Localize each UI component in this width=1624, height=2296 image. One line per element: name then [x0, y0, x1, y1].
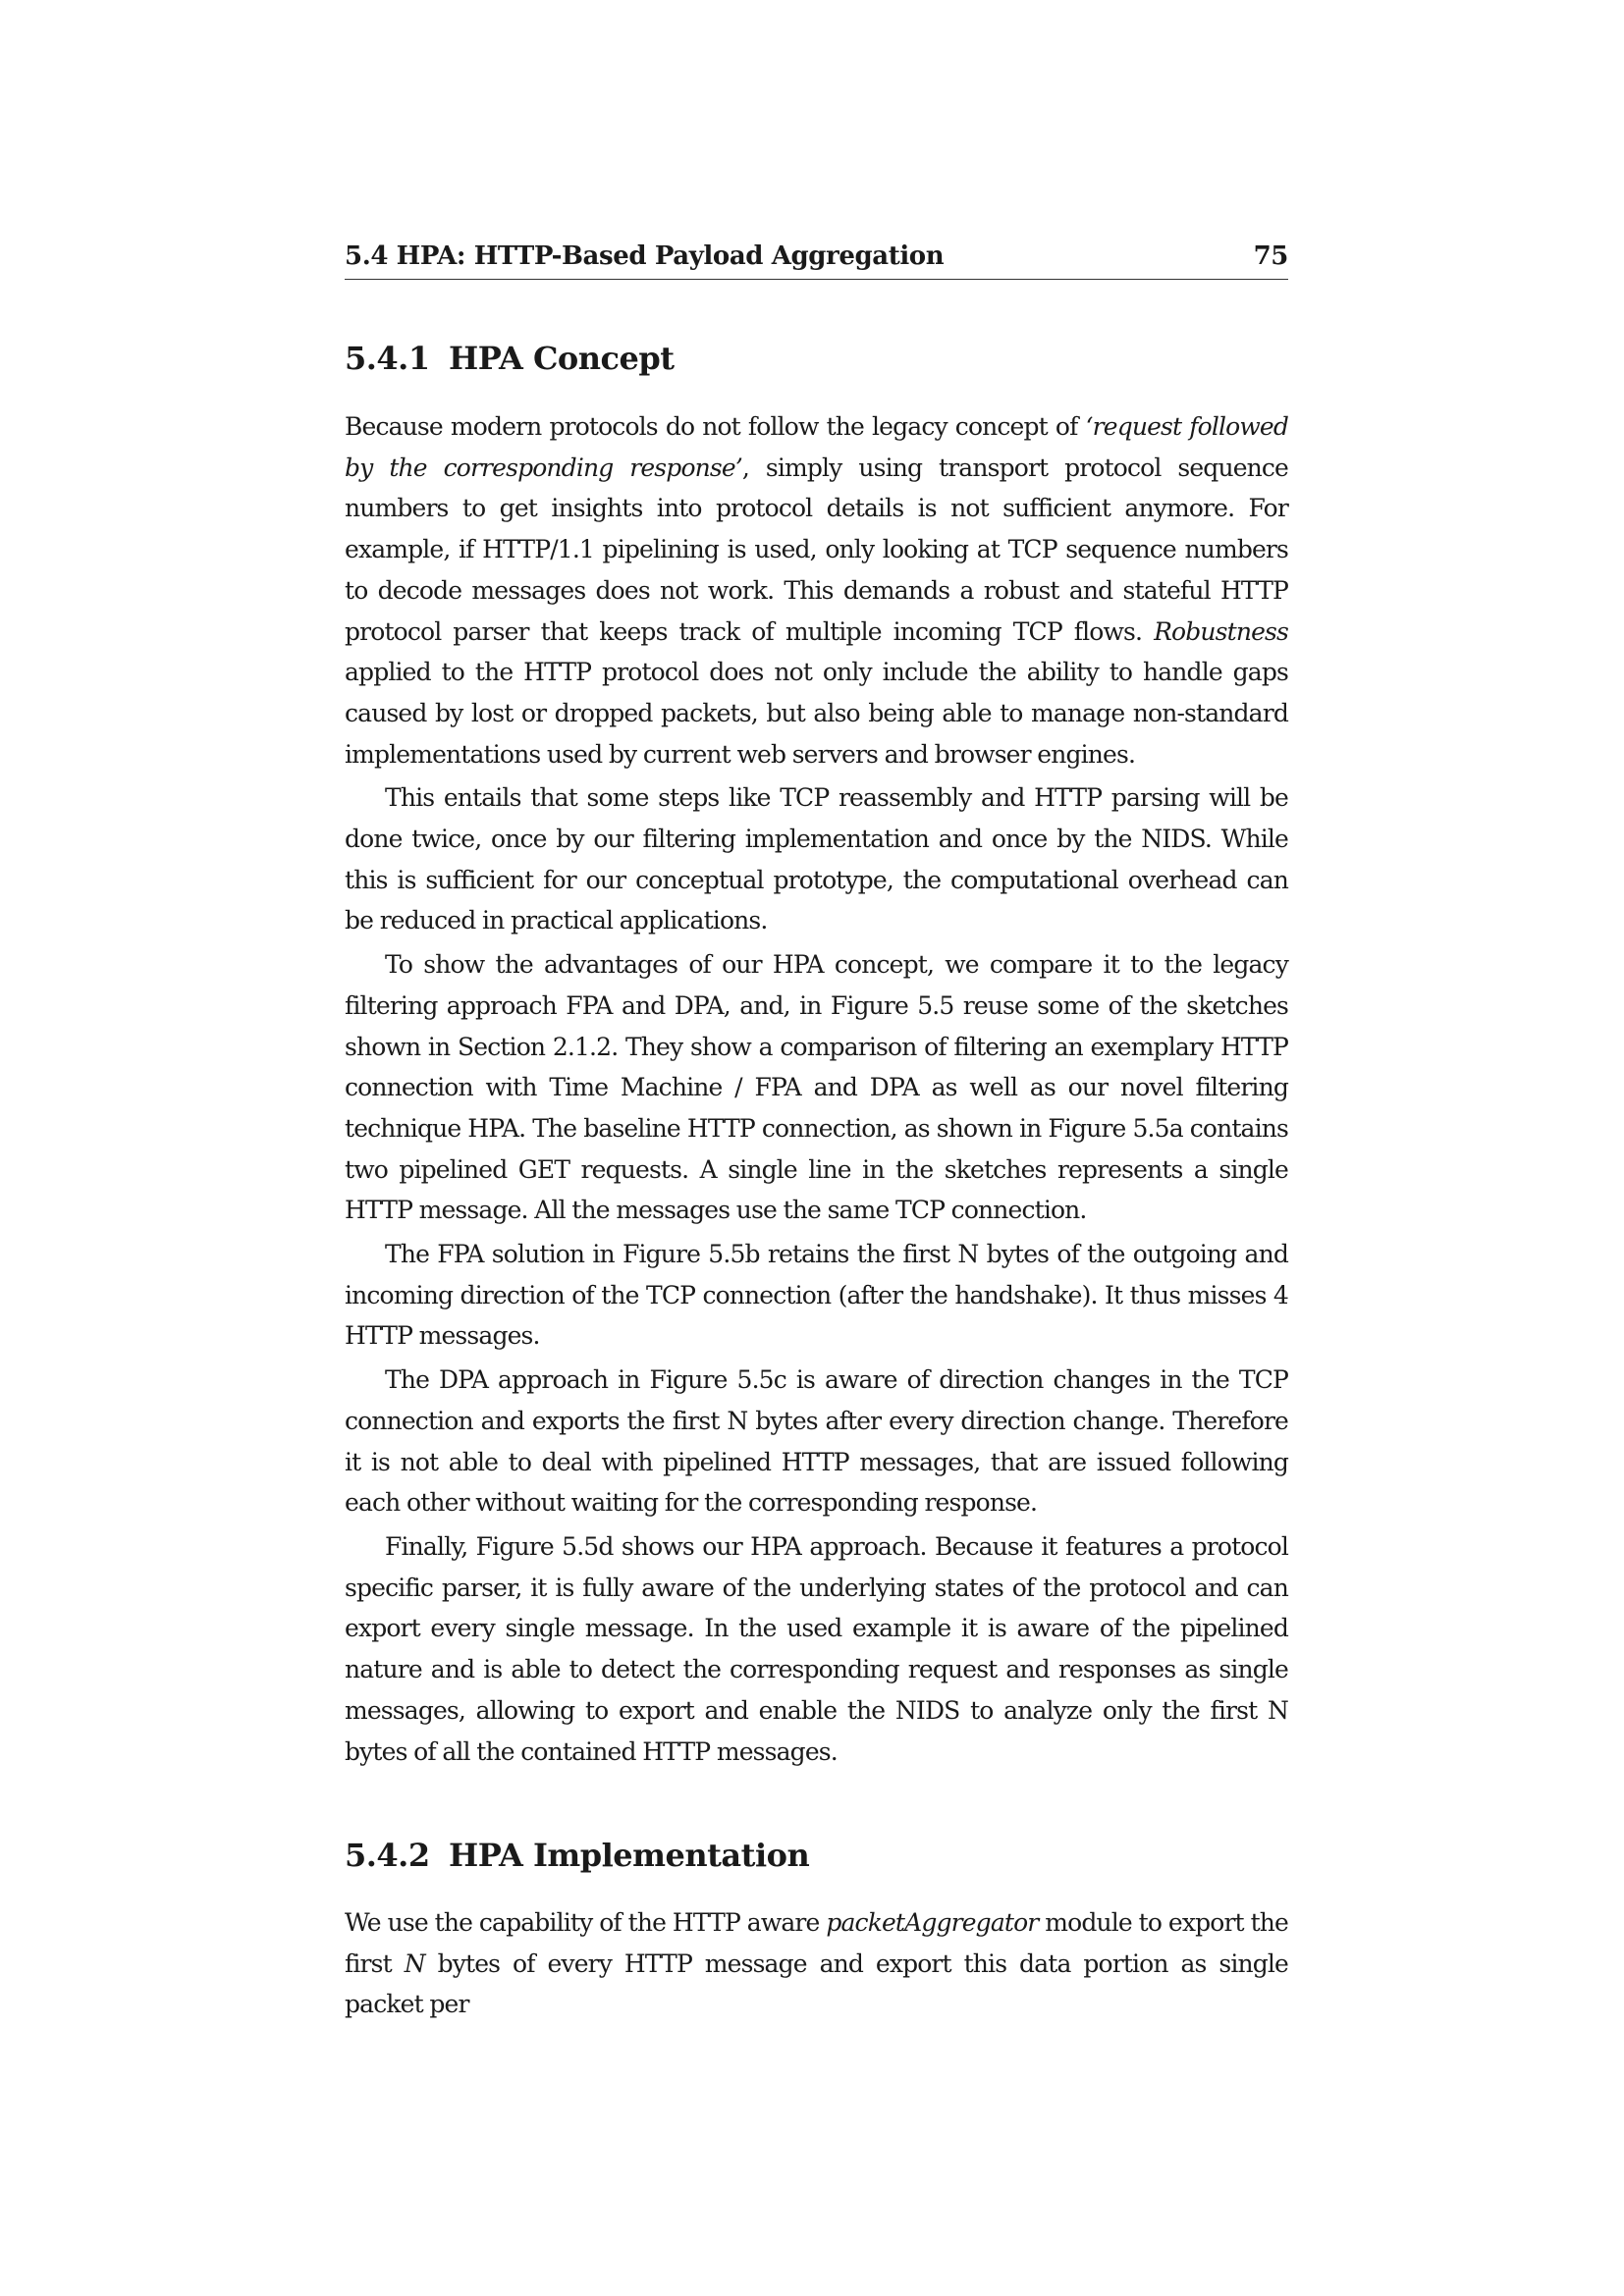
page-number: 75: [1253, 241, 1288, 271]
section-heading-hpa-concept: [345, 340, 675, 377]
running-header-title: 5.4 HPA: HTTP-Based Payload Aggregation: [345, 241, 945, 271]
paragraph-2: This entails that some steps like TCP reassembly and HTTP parsing will be done twice, once by our filtering implementation and once by the NIDS. While this is sufficient for our conceptual prototype, the computational overhead can be reduced in practical applications.: [345, 783, 1288, 935]
section-heading-hpa-implementation: [345, 1837, 809, 1874]
paragraph-5: The DPA approach in Figure 5.5c is aware of direction changes in the TCP connection and exports the first N bytes after every direction change. Therefore it is not able to deal with pipelined HTTP messages, that are issued following each other without waiting for the corresponding response.: [345, 1365, 1288, 1518]
paragraph-1: [345, 406, 1288, 774]
paragraph-text: applied to the HTTP protocol does not only include the ability to handle gaps caused by lost or dropped packets, but also being able to manage non-standard implementations used by current web servers and browser engines.: [345, 658, 1288, 769]
paragraph-3: To show the advantages of our HPA concept, we compare it to the legacy filtering approach FPA and DPA, and, in Figure 5.5 reuse some of the sketches shown in Section 2.1.2. They show a comparison of filtering an exemplary HTTP connection with Time Machine / FPA and DPA as well as our novel filtering technique HPA. The baseline HTTP connection, as shown in Figure 5.5a contains two pipelined GET requests. A single line in the sketches represents a single HTTP message. All the messages use the same TCP connection.: [345, 950, 1288, 1225]
section-title: HPA Implementation: [449, 1837, 810, 1874]
section-body-hpa-concept: [345, 406, 1288, 1772]
paragraph-text: module to export the first: [345, 1908, 1288, 1978]
paragraph-text: We use the capability of the HTTP aware: [345, 1908, 827, 1937]
section-number: 5.4.2: [345, 1837, 430, 1874]
paragraph-text: bytes of every HTTP message and export this data portion as single packet per: [345, 1949, 1288, 2019]
section-number: 5.4.1: [345, 340, 430, 377]
paragraph-text: , simply using transport protocol sequence numbers to get insights into protocol details is not sufficient anymore. For example, if HTTP/1.1 pipelining is used, only looking at TCP sequence numbers to decode messages does not work. This demands a robust and stateful HTTP protocol parser that keeps track of multiple incoming TCP flows.: [345, 453, 1288, 646]
italic-variable: N: [404, 1949, 425, 1978]
paragraph-text: Because modern protocols do not follow the legacy concept of: [345, 412, 1086, 441]
section-body-hpa-implementation: [345, 1902, 1288, 2025]
italic-term: Robustness: [1154, 616, 1288, 646]
italic-module-name: packetAggregator: [826, 1908, 1039, 1937]
paragraph-6: Finally, Figure 5.5d shows our HPA approach. Because it features a protocol specific parser, it is fully aware of the underlying states of the protocol and can export every single message. In the used example it is aware of the pipelined nature and is able to detect the corresponding request and responses as single messages, allowing to export and enable the NIDS to analyze only the first N bytes of all the contained HTTP messages.: [345, 1531, 1288, 1766]
paragraph-1: [345, 1902, 1288, 2025]
section-title: HPA Concept: [449, 340, 675, 377]
italic-quote: ‘request followed by the corresponding response’: [345, 412, 1289, 482]
running-header: [345, 241, 1288, 280]
paragraph-4: The FPA solution in Figure 5.5b retains the first N bytes of the outgoing and incoming direction of the TCP connection (after the handshake). It thus misses 4 HTTP messages.: [345, 1240, 1288, 1351]
